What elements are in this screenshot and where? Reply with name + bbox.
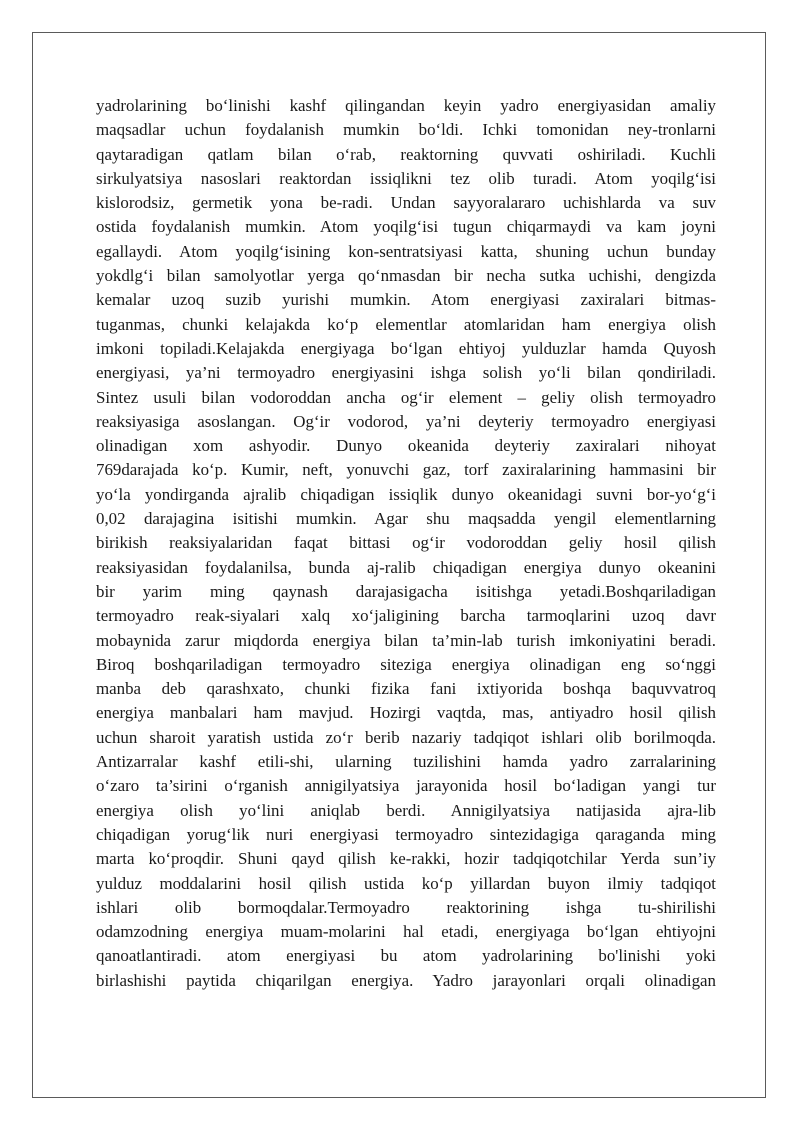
text-line: Antizarralar kashf etili-shi, ularning tuzilishini hamda yadro zarralarining [96,752,716,772]
text-line: maqsadlar uchun foydalanish mumkin bo‘ldi. Ichki tomonidan ney-tronlarni [96,120,716,140]
text-line: kemalar uzoq suzib yurishi mumkin. Atom energiyasi zaxiralari bitmas- [96,290,716,310]
text-line: marta ko‘proqdir. Shuni qayd qilish ke-rakki, hozir tadqiqotchilar Yerda sun’iy [96,849,716,869]
text-line: ishlari olib bormoqdalar.Termoyadro reaktorining ishga tu-shirilishi [96,897,716,917]
text-line: qanoatlantiradi. atom energiyasi bu atom yadrolarining bo'linishi yoki [96,946,716,966]
text-line: termoyadro reak-siyalari xalq xo‘jaligining barcha tarmoqlarini uzoq davr [96,606,716,626]
text-line: 769darajada ko‘p. Kumir, neft, yonuvchi gaz, torf zaxiralarining hammasini bir [96,460,716,480]
text-line: reaksiyasiga asoslangan. Og‘ir vodorod, ya’ni deyteriy termoyadro energiyasi [96,411,716,431]
text-line: olinadigan xom ashyodir. Dunyo okeanida deyteriy zaxiralari nihoyat [96,436,716,456]
text-line: uchun sharoit yaratish ustida zo‘r berib nazariy tadqiqot ishlari olib borilmoqda. [96,727,716,747]
text-line: reaksiyasidan foydalanilsa, bunda aj-ralib chiqadigan energiya dunyo okeanini [96,557,716,577]
text-line: manba deb qarashxato, chunki fizika fani ixtiyorida boshqa baquvvatroq [96,679,716,699]
text-line: Sintez usuli bilan vodoroddan ancha og‘ir element – geliy olish termoyadro [96,387,716,407]
text-line: kislorodsiz, germetik yona be-radi. Undan sayyoralararo uchishlarda va suv [96,193,716,213]
text-line: sirkulyatsiya nasoslari reaktordan issiqlikni tez olib turadi. Atom yoqilg‘isi [96,168,716,188]
text-line: egallaydi. Atom yoqilg‘isining kon-sentratsiyasi katta, shuning uchun bunday [96,241,716,261]
text-line: imkoni topiladi.Kelajakda energiyaga bo‘lgan ehtiyoj yulduzlar hamda Quyosh [96,338,716,358]
text-line: tuganmas, chunki kelajakda ko‘p elementlar atomlaridan ham energiya olish [96,314,716,334]
text-line: yadrolarining bo‘linishi kashf qilingandan keyin yadro energiyasidan amaliy [96,96,716,115]
text-line: qaytaradigan qatlam bilan o‘rab, reaktorning quvvati oshiriladi. Kuchli [96,144,716,164]
text-line: yulduz moddalarini hosil qilish ustida ko‘p yillardan buyon ilmiy tadqiqot [96,873,716,893]
text-line: energiya olish yo‘lini aniqlab berdi. Annigilyatsiya natijasida ajra-lib [96,800,716,820]
body-text [96,94,716,993]
text-line: ostida foydalanish mumkin. Atom yoqilg‘isi tugun chiqarmaydi va kam joyni [96,217,716,237]
text-line: o‘zaro ta’sirini o‘rganish annigilyatsiya jarayonida hosil bo‘ladigan yangi tur [96,776,716,796]
text-line: energiyasi, ya’ni termoyadro energiyasini ishga solish yo‘li bilan qondiriladi. [96,363,716,383]
text-line: chiqadigan yorug‘lik nuri energiyasi termoyadro sintezidagiga qaraganda ming [96,824,716,844]
text-line: bir yarim ming qaynash darajasigacha isitishga yetadi.Boshqariladigan [96,581,716,601]
text-line: odamzodning energiya muam-molarini hal etadi, energiyaga bo‘lgan ehtiyojni [96,922,716,942]
text-line: birlashishi paytida chiqarilgan energiya. Yadro jarayonlari orqali olinadigan [96,970,716,990]
text-line: Biroq boshqariladigan termoyadro siteziga energiya olinadigan eng so‘nggi [96,654,716,674]
text-line: yo‘la yondirganda ajralib chiqadigan issiqlik dunyo okeanidagi suvni bor-yo‘g‘i [96,484,716,504]
text-line: energiya manbalari ham mavjud. Hozirgi vaqtda, mas, antiyadro hosil qilish [96,703,716,723]
text-line: yokdlg‘i bilan samolyotlar yerga qo‘nmasdan bir necha sutka uchishi, dengizda [96,266,716,286]
text-line: 0,02 darajagina isitishi mumkin. Agar shu maqsadda yengil elementlarning [96,509,716,529]
text-line: birikish reaksiyalaridan faqat bittasi og‘ir vodoroddan geliy hosil qilish [96,533,716,553]
text-line: mobaynida zarur miqdorda energiya bilan ta’min-lab turish imkoniyatini beradi. [96,630,716,650]
